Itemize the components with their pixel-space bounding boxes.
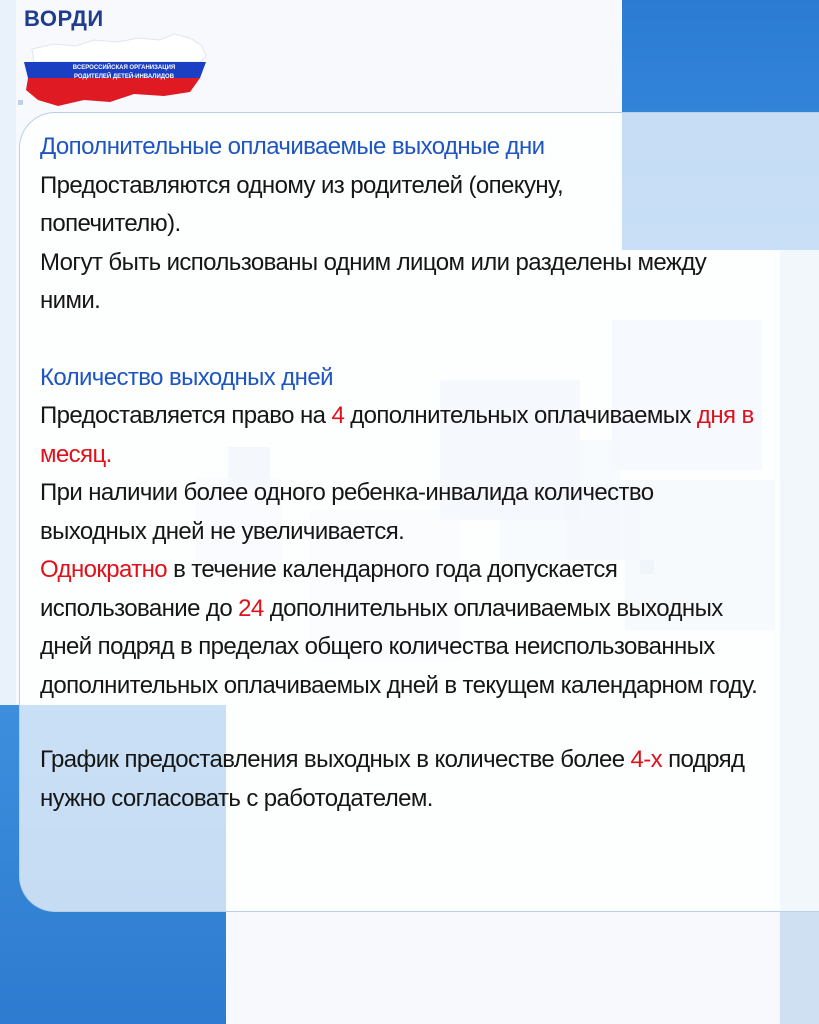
section2-paragraph3	[40, 551, 760, 705]
section2-p1-red: дня в месяц.	[40, 402, 754, 468]
section2-p1-mid: дополнительных оплачиваемых	[344, 402, 697, 429]
section2-p3-number: 24	[238, 594, 264, 622]
section2-p3-red: Однократно	[40, 556, 168, 583]
section3-pre: График предоставления выходных в количестве более	[40, 746, 631, 773]
section2-heading: Количество выходных дней	[40, 363, 333, 391]
section2-p3-a: в течение календарного года допускается использование до	[40, 556, 618, 622]
section1-paragraph1: Предоставляются одному из родителей (опекуну, попечителю).	[40, 171, 564, 237]
logo-subtitle-line1: ВСЕРОССИЙСКАЯ ОРГАНИЗАЦИЯ	[72, 65, 176, 71]
section2-paragraph2: При наличии более одного ребенка-инвалида количество выходных дней не увеличивается.	[40, 479, 654, 545]
section2-p1-number: 4	[331, 402, 345, 429]
section3-post: подряд нужно согласовать с работодателем.	[40, 746, 745, 812]
section2-paragraph1	[40, 397, 810, 474]
section2-p3-b: дополнительных оплачиваемых выходных дней подряд в пределах общего количества неиспользованных дополнительных оплачиваемых дней в текущем календарном году.	[40, 594, 758, 699]
organization-logo	[14, 4, 214, 116]
section3-paragraph	[40, 741, 780, 818]
logo-title: ВОРДИ	[24, 6, 104, 31]
section2-p1-pre: Предоставляется право на	[40, 402, 332, 429]
section1-heading: Дополнительные оплачиваемые выходные дни	[40, 133, 545, 160]
logo-subtitle-line2: РОДИТЕЛЕЙ ДЕТЕЙ-ИНВАЛИДОВ	[73, 74, 175, 80]
section1-paragraph2: Могут быть использованы одним лицом или разделены между ними.	[40, 248, 707, 314]
info-content	[40, 128, 810, 818]
section3-red: 4-х	[630, 746, 663, 773]
